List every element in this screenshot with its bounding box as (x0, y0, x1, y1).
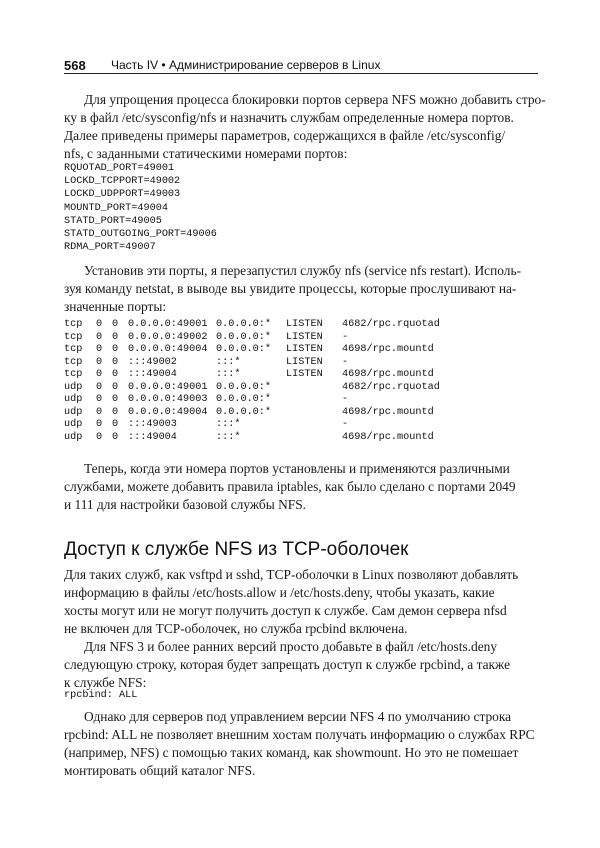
paragraph-tcp-wrappers (64, 566, 538, 638)
text-line: nfs, с заданными статическими номерами портов: (64, 146, 348, 161)
netstat-recv-q: 0 (96, 356, 103, 368)
netstat-row (64, 419, 538, 432)
config-code-block (64, 162, 538, 254)
netstat-program: 4698/rpc.mountd (342, 369, 434, 380)
code-line: MOUNTD_PORT=49004 (64, 202, 168, 214)
netstat-proto: udp (64, 419, 83, 430)
netstat-proto: udp (64, 431, 83, 443)
netstat-row (64, 319, 538, 332)
netstat-local-address: 0.0.0.0:49001 (128, 381, 208, 393)
code-line: RQUOTAD_PORT=49001 (64, 163, 175, 174)
netstat-recv-q: 0 (96, 406, 103, 418)
text-line: хосты могут или не могут получить доступ к службе. Сам демон сервера nfsd (64, 603, 507, 618)
netstat-local-address: :::49003 (128, 419, 177, 430)
paragraph-nfs4-note (64, 708, 538, 780)
netstat-send-q: 0 (112, 381, 119, 393)
netstat-send-q: 0 (112, 369, 119, 380)
netstat-local-address: 0.0.0.0:49001 (128, 319, 208, 330)
netstat-foreign-address: 0.0.0.0:* (216, 319, 272, 330)
netstat-send-q: 0 (112, 419, 119, 430)
text-line: Для упрощения процесса блокировки портов сервера NFS можно добавить стро- (84, 92, 546, 107)
netstat-recv-q: 0 (96, 331, 103, 343)
paragraph-hosts-deny (64, 638, 538, 692)
netstat-program: 4698/rpc.mountd (342, 406, 434, 418)
netstat-send-q: 0 (112, 319, 119, 330)
netstat-send-q: 0 (112, 356, 119, 368)
netstat-send-q: 0 (112, 431, 119, 443)
text-line: и 111 для настройки базовой службы NFS. (64, 497, 306, 512)
netstat-proto: udp (64, 394, 83, 405)
netstat-program: - (342, 331, 349, 343)
text-line: монтировать общий каталог NFS. (64, 763, 256, 778)
netstat-program: 4698/rpc.mountd (342, 344, 434, 355)
netstat-send-q: 0 (112, 394, 119, 405)
netstat-foreign-address: 0.0.0.0:* (216, 406, 272, 418)
netstat-program: - (342, 394, 349, 405)
text-line: службами, можете добавить правила iptables, как было сделано с портами 2049 (64, 479, 516, 494)
netstat-local-address: 0.0.0.0:49003 (128, 394, 208, 405)
netstat-row (64, 394, 538, 407)
header-rule (64, 73, 538, 74)
paragraph-restart-service (64, 262, 538, 316)
section-heading: Доступ к службе NFS из TCP-оболочек (64, 539, 409, 560)
netstat-state: LISTEN (286, 344, 323, 355)
netstat-foreign-address: :::* (216, 431, 241, 443)
netstat-row (64, 369, 538, 382)
text-line: к службе NFS: (64, 675, 147, 690)
paragraph-port-blocking (64, 91, 546, 163)
netstat-program: 4682/rpc.rquotad (342, 319, 440, 330)
netstat-program: - (342, 419, 349, 430)
netstat-send-q: 0 (112, 406, 119, 418)
netstat-proto: tcp (64, 331, 83, 343)
netstat-recv-q: 0 (96, 381, 103, 393)
netstat-send-q: 0 (112, 331, 119, 343)
text-line: Теперь, когда эти номера портов установлены и применяются различными (84, 461, 510, 476)
netstat-local-address: :::49002 (128, 356, 177, 368)
text-line: следующую строку, которая будет запрещать доступ к службе rpcbind, а также (64, 657, 511, 672)
netstat-recv-q: 0 (96, 394, 103, 405)
part-title: Часть IV • Администрирование серверов в Linux (111, 58, 381, 72)
text-line: информацию в файлы /etc/hosts.allow и /etc/hosts.deny, чтобы указать, какие (64, 585, 495, 600)
netstat-row (64, 332, 538, 345)
text-line: значенные порты: (64, 299, 167, 314)
code-line: rpcbind: ALL (64, 690, 138, 701)
text-line: ку в файл /etc/sysconfig/nfs и назначить службам определенные номера портов. (64, 110, 514, 125)
netstat-foreign-address: 0.0.0.0:* (216, 381, 272, 393)
netstat-row (64, 382, 538, 395)
netstat-local-address: 0.0.0.0:49004 (128, 406, 208, 418)
text-line: Однако для серверов под управлением версии NFS 4 по умолчанию строка (84, 709, 512, 724)
netstat-local-address: 0.0.0.0:49004 (128, 344, 208, 355)
netstat-local-address: 0.0.0.0:49002 (128, 331, 208, 343)
netstat-state: LISTEN (286, 356, 323, 368)
netstat-send-q: 0 (112, 344, 119, 355)
text-line: зуя команду netstat, в выводе вы увидите процессы, которые прослушивают на- (64, 281, 517, 296)
code-line: RDMA_PORT=49007 (64, 242, 156, 254)
netstat-proto: tcp (64, 356, 83, 368)
hosts-deny-code (64, 689, 538, 702)
netstat-recv-q: 0 (96, 344, 103, 355)
netstat-row (64, 357, 538, 370)
netstat-recv-q: 0 (96, 431, 103, 443)
text-line: (например, NFS) с помощью таких команд, как showmount. Но это не помешает (64, 745, 519, 760)
netstat-proto: tcp (64, 369, 83, 380)
netstat-recv-q: 0 (96, 419, 103, 430)
netstat-row (64, 407, 538, 420)
page-number: 568 (64, 58, 86, 73)
netstat-state: LISTEN (286, 331, 323, 343)
netstat-foreign-address: 0.0.0.0:* (216, 344, 272, 355)
netstat-proto: tcp (64, 319, 83, 330)
netstat-foreign-address: :::* (216, 356, 241, 368)
text-line: Для NFS 3 и более ранних версий просто добавьте в файл /etc/hosts.deny (84, 639, 498, 654)
code-line: STATD_PORT=49005 (64, 215, 162, 227)
code-line: LOCKD_UDPPORT=49003 (64, 189, 181, 201)
text-line: Для таких служб, как vsftpd и sshd, TCP-оболочки в Linux позволяют добавлять (64, 567, 519, 582)
running-header (64, 56, 538, 78)
netstat-local-address: :::49004 (128, 431, 177, 443)
netstat-output (64, 319, 538, 444)
netstat-row (64, 344, 538, 357)
paragraph-iptables (64, 460, 538, 514)
netstat-proto: udp (64, 381, 83, 393)
text-line: Далее приведены примеры параметров, содержащихся в файле /etc/sysconfig/ (64, 128, 506, 143)
netstat-proto: tcp (64, 344, 83, 355)
netstat-row (64, 432, 538, 445)
netstat-proto: udp (64, 406, 83, 418)
netstat-program: - (342, 356, 349, 368)
text-line: не включен для TCP-оболочек, но служба rpcbind включена. (64, 621, 408, 636)
netstat-foreign-address: :::* (216, 419, 241, 430)
netstat-recv-q: 0 (96, 319, 103, 330)
netstat-foreign-address: :::* (216, 369, 241, 380)
text-line: Установив эти порты, я перезапустил службу nfs (service nfs restart). Исполь- (84, 263, 522, 278)
netstat-foreign-address: 0.0.0.0:* (216, 394, 272, 405)
code-line: LOCKD_TCPPORT=49002 (64, 176, 181, 188)
netstat-program: 4698/rpc.mountd (342, 431, 434, 443)
netstat-state: LISTEN (286, 319, 323, 330)
code-line: STATD_OUTGOING_PORT=49006 (64, 228, 217, 240)
netstat-state: LISTEN (286, 369, 323, 380)
netstat-recv-q: 0 (96, 369, 103, 380)
text-line: rpcbind: ALL не позволяет внешним хостам получать информацию о службах RPC (64, 727, 535, 742)
netstat-local-address: :::49004 (128, 369, 177, 380)
netstat-program: 4682/rpc.rquotad (342, 381, 440, 393)
netstat-foreign-address: 0.0.0.0:* (216, 331, 272, 343)
